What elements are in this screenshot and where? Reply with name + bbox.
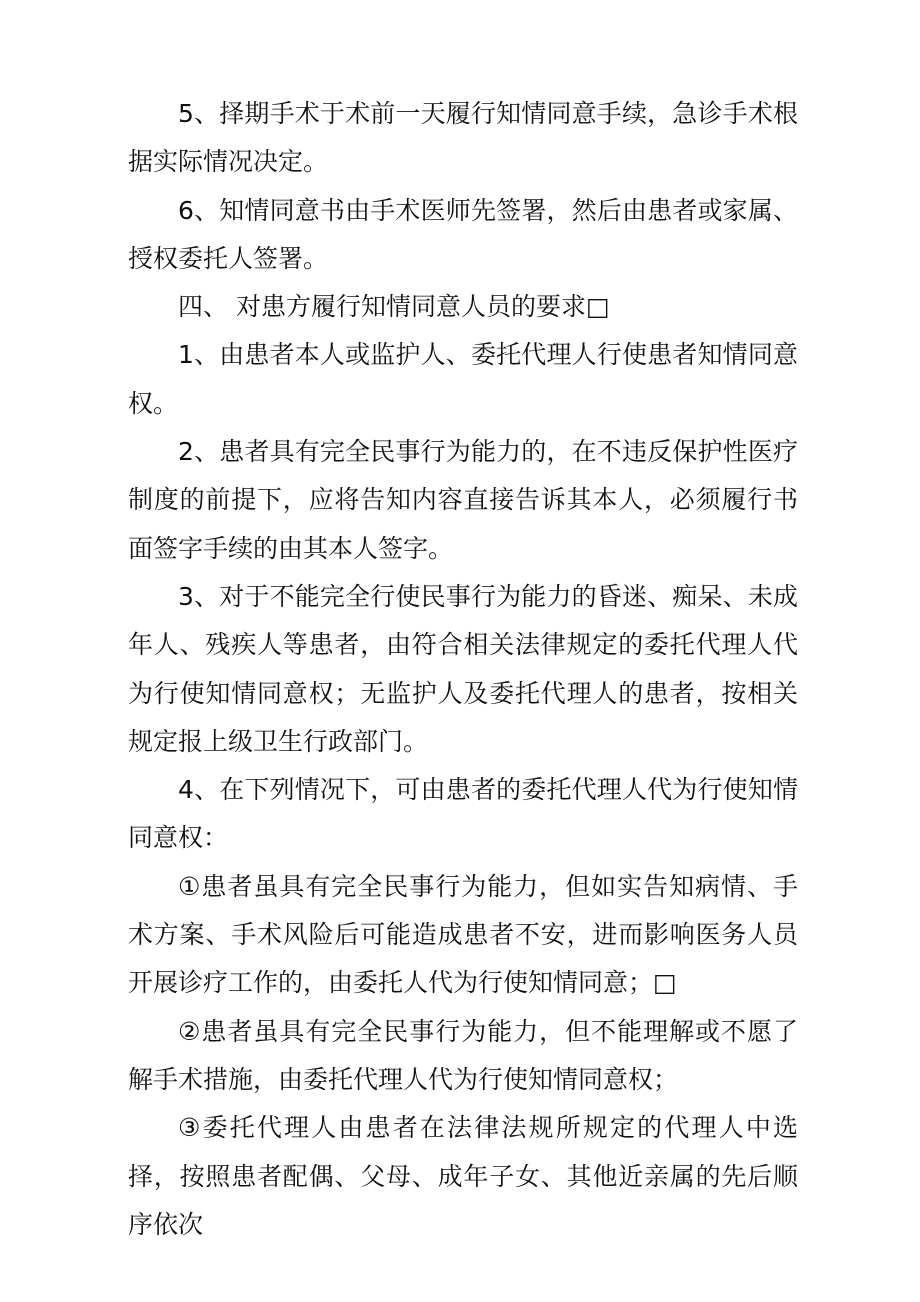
requirement-item-1: 1、由患者本人或监护人、委托代理人行使患者知情同意权。 [128,340,798,418]
requirement-item-2: 2、患者具有完全民事行为能力的，在不违反保护性医疗制度的前提下，应将告知内容直接告诉其本人，必须履行书面签字手续的由其本人签字。 [128,437,798,563]
circumstance-item-2: ②患者虽具有完全民事行为能力，但不能理解或不愿了解手术措施，由委托代理人代为行使知情同意权； [128,1016,798,1094]
requirement-item-4: 4、在下列情况下，可由患者的委托代理人代为行使知情同意权： [128,775,798,853]
section-heading-4: 四、 对患方履行知情同意人员的要求□ [178,292,610,322]
paragraph-item-6: 6、知情同意书由手术医师先签署，然后由患者或家属、授权委托人签署。 [128,195,798,273]
document-body [128,90,798,1249]
requirement-item-3: 3、对于不能完全行使民事行为能力的昏迷、痴呆、未成年人、残疾人等患者，由符合相关法律规定的委托代理人代为行使知情同意权；无监护人及委托代理人的患者，按相关规定报上级卫生行政部门。 [128,581,798,756]
circumstance-item-3: ③委托代理人由患者在法律法规所规定的代理人中选择，按照患者配偶、父母、成年子女、其他近亲属的先后顺序依次 [128,1113,798,1239]
paragraph-item-5: 5、择期手术于术前一天履行知情同意手续，急诊手术根据实际情况决定。 [128,99,798,177]
circumstance-item-1: ①患者虽具有完全民事行为能力，但如实告知病情、手术方案、手术风险后可能造成患者不安，进而影响医务人员开展诊疗工作的，由委托人代为行使知情同意；□ [128,871,798,998]
